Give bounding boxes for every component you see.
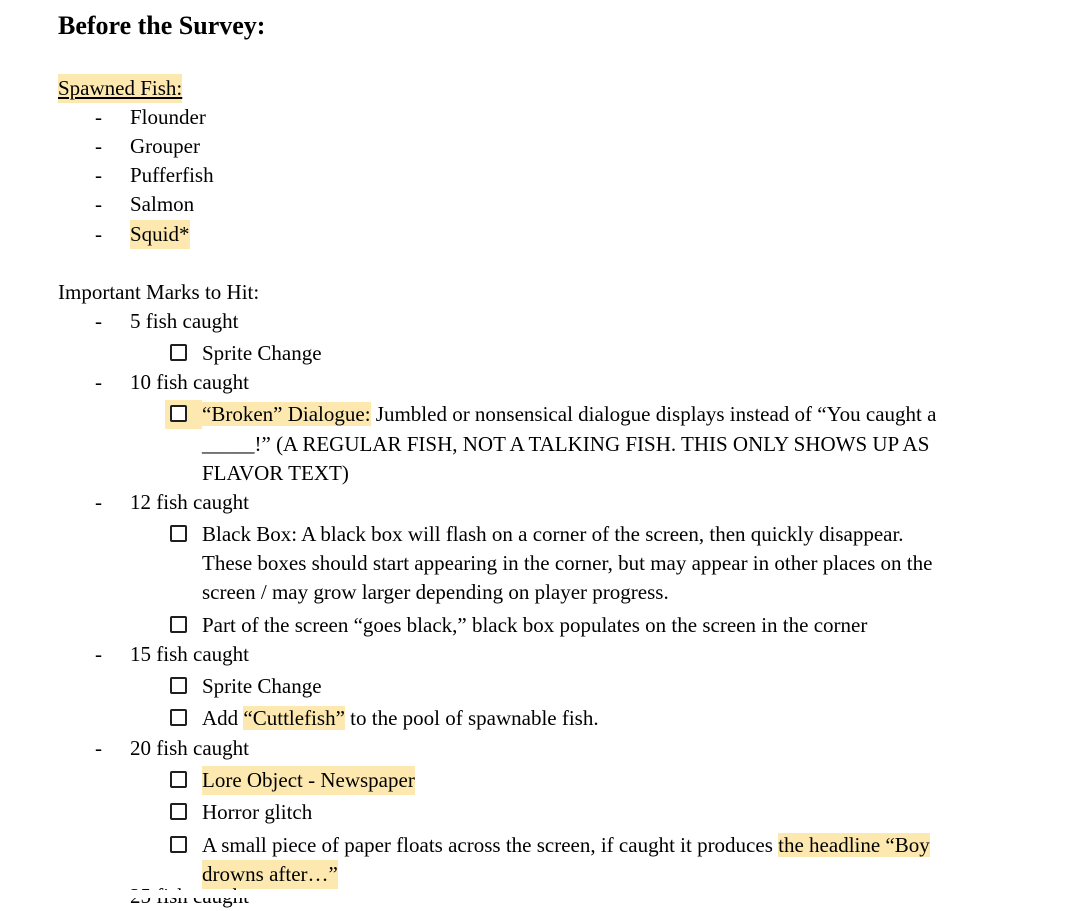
list-item: Flounder <box>130 105 206 129</box>
checklist-item: Part of the screen “goes black,” black box populates on the screen in the corner <box>202 613 868 637</box>
marks-heading: Important Marks to Hit: <box>58 280 260 304</box>
checklist-item <box>202 400 936 429</box>
bullet-dash: - <box>95 134 102 158</box>
item-text: A small piece of paper floats across the screen, if caught it produces <box>202 833 779 857</box>
bullet-dash: - <box>95 105 102 129</box>
checkbox[interactable] <box>170 616 187 633</box>
checkbox[interactable] <box>170 677 187 694</box>
mark-15-label: 15 fish caught <box>130 642 249 666</box>
checklist-item: Black Box: A black box will flash on a corner of the screen, then quickly disappear. <box>202 522 904 546</box>
checklist-item: Lore Object - Newspaper <box>202 766 415 795</box>
checkbox[interactable] <box>170 771 187 788</box>
checklist-item <box>202 831 930 860</box>
page-title: Before the Survey: <box>58 11 266 40</box>
item-text: Jumbled or nonsensical dialogue displays instead of “You caught a <box>370 402 937 426</box>
bullet-dash: - <box>95 642 102 666</box>
checklist-item-continuation: These boxes should start appearing in the corner, but may appear in other places on the <box>202 551 933 575</box>
checklist-item-continuation: drowns after…” <box>202 860 338 889</box>
list-item: Pufferfish <box>130 163 214 187</box>
mark-5-label: 5 fish caught <box>130 309 239 333</box>
checkbox[interactable] <box>170 836 187 853</box>
item-text: Add <box>202 706 244 730</box>
checkbox[interactable] <box>170 405 187 422</box>
checklist-item-continuation: _____!” (A REGULAR FISH, NOT A TALKING FISH. THIS ONLY SHOWS UP AS <box>202 432 930 456</box>
mark-10-label: 10 fish caught <box>130 370 249 394</box>
mark-20-label: 20 fish caught <box>130 736 249 760</box>
checkbox[interactable] <box>170 344 187 361</box>
spawned-fish-heading: Spawned Fish: <box>58 74 182 103</box>
bullet-dash: - <box>95 309 102 333</box>
checklist-item: Sprite Change <box>202 674 322 698</box>
list-item: Salmon <box>130 192 195 216</box>
checklist-item-continuation: FLAVOR TEXT) <box>202 461 349 485</box>
page-bottom-clip <box>0 890 1078 898</box>
checklist-item-continuation: screen / may grow larger depending on player progress. <box>202 580 669 604</box>
mark-12-label: 12 fish caught <box>130 490 249 514</box>
checklist-item: Horror glitch <box>202 800 313 824</box>
bullet-dash: - <box>95 736 102 760</box>
checkbox[interactable] <box>170 525 187 542</box>
checkbox[interactable] <box>170 709 187 726</box>
item-text: to the pool of spawnable fish. <box>344 706 599 730</box>
checkbox[interactable] <box>170 803 187 820</box>
bullet-dash: - <box>95 222 102 246</box>
bullet-dash: - <box>95 370 102 394</box>
list-item: Grouper <box>130 134 200 158</box>
list-item: Squid* <box>130 220 190 249</box>
bullet-dash: - <box>95 192 102 216</box>
bullet-dash: - <box>95 163 102 187</box>
checklist-item: Sprite Change <box>202 341 322 365</box>
highlighted-term: “Cuttlefish” <box>243 706 345 730</box>
highlighted-term: the headline “Boy <box>778 833 930 857</box>
bullet-dash: - <box>95 490 102 514</box>
highlighted-term: “Broken” Dialogue: <box>202 402 371 426</box>
checklist-item <box>202 704 599 733</box>
